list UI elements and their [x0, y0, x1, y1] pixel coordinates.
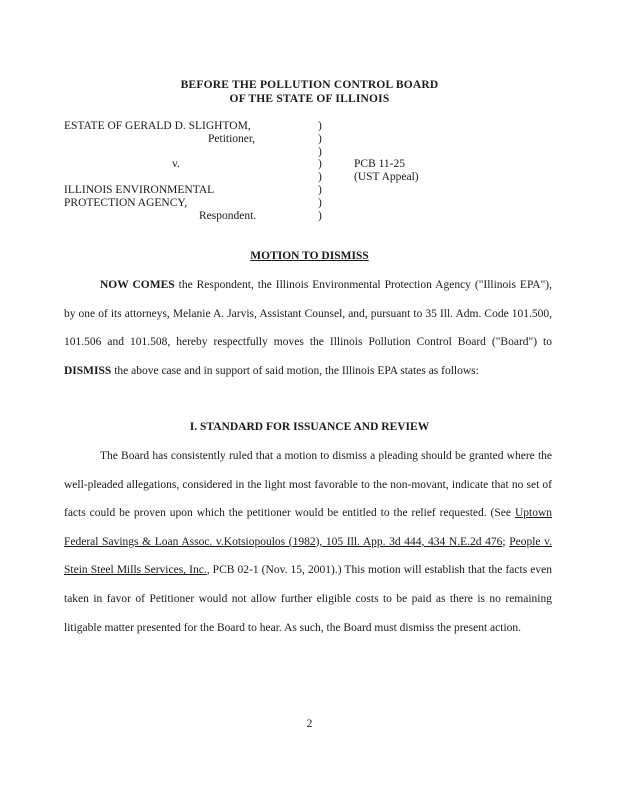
- case-type: (UST Appeal): [354, 171, 419, 184]
- caption-paren: ): [318, 120, 322, 132]
- dismiss-text: DISMISS: [64, 364, 112, 377]
- motion-title-text: MOTION TO DISMISS: [250, 250, 369, 262]
- intro-paragraph: [64, 271, 552, 385]
- body-text-1: The Board has consistently ruled that a motion to dismiss a pleading should be granted where the well-pleaded allegations, considered in the light most favorable to the non-movant, indicate that no set of facts could be proven upon which the petitioner would be entitled to the relief requested. (See: [64, 450, 552, 520]
- case-citation-stein: People v. Stein Steel Mills Services, Inc.: [64, 535, 552, 577]
- page-number: 2: [306, 718, 313, 730]
- section-heading: I. STANDARD FOR ISSUANCE AND REVIEW: [189, 421, 430, 433]
- caption-petitioner-name: ESTATE OF GERALD D. SLIGHTOM,: [64, 120, 251, 132]
- court-name-line2: OF THE STATE OF ILLINOIS: [229, 93, 390, 105]
- intro-text-1: the Respondent, the Illinois Environmental Protection Agency ("Illinois EPA"), by one of its attorneys, Melanie A. Jarvis, Assistant Counsel, and, pursuant to 35 Ill. Adm. Code 101.500, 101.506 and 101.508, hereby respectfully moves the Illinois Pollution Control Board ("Board") to: [64, 279, 552, 349]
- caption-paren: ): [318, 158, 322, 171]
- citation-separator: ;: [502, 535, 510, 548]
- caption-row: [64, 146, 544, 159]
- case-citation-uptown: Uptown Federal Savings & Loan Assoc. v.Kotsiopoulos (1982), 105 Ill. App. 3d 444, 434 N.E.2d 476: [64, 507, 552, 548]
- motion-title: [0, 250, 619, 262]
- caption-respondent-role: Respondent.: [199, 209, 257, 222]
- case-caption: [64, 120, 544, 222]
- standard-paragraph: [64, 442, 552, 642]
- caption-row: [64, 158, 544, 171]
- caption-row: [64, 184, 544, 197]
- caption-paren: ): [318, 132, 322, 145]
- caption-paren: ): [318, 183, 322, 196]
- caption-paren: ): [318, 196, 322, 209]
- caption-row: [64, 120, 544, 133]
- caption-versus: v.: [172, 158, 180, 171]
- caption-row: [64, 197, 544, 210]
- court-name-line1: BEFORE THE POLLUTION CONTROL BOARD: [180, 79, 439, 91]
- caption-row: [64, 171, 544, 184]
- intro-text-2: the above case and in support of said motion, the Illinois EPA states as follows:: [111, 364, 479, 377]
- caption-paren: ): [318, 171, 322, 184]
- caption-paren: ): [318, 209, 322, 222]
- caption-row: [64, 210, 544, 223]
- caption-respondent-name-line1: ILLINOIS ENVIRONMENTAL: [64, 183, 215, 196]
- caption-paren: ): [318, 145, 322, 158]
- caption-row: [64, 133, 544, 146]
- body-text-2: , PCB 02-1 (Nov. 15, 2001).) This motion will establish that the facts even taken in favor of Petitioner would not allow further eligible costs to be paid as there is no remaining litigable matter presented for the Board to hear. As such, the Board must dismiss the present action.: [64, 564, 552, 634]
- caption-respondent-name-line2: PROTECTION AGENCY,: [64, 196, 188, 209]
- caption-petitioner-role: Petitioner,: [208, 132, 256, 145]
- now-comes-text: NOW COMES: [100, 279, 175, 291]
- case-number: PCB 11-25: [354, 158, 406, 171]
